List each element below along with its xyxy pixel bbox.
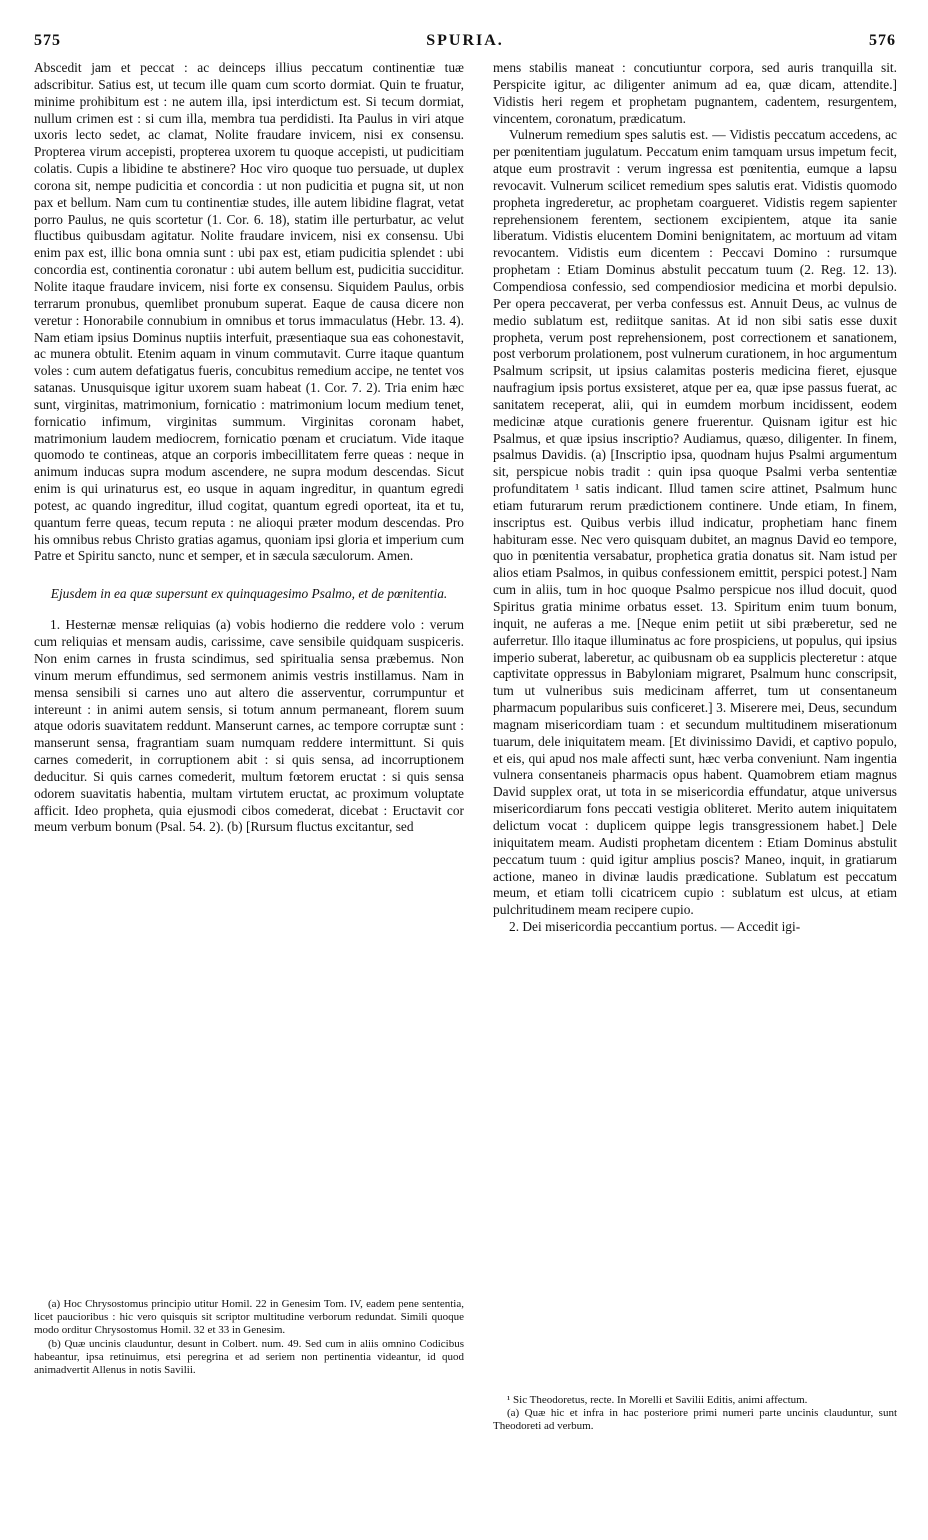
left-column bbox=[34, 60, 464, 836]
left-paragraph-2: 1. Hesternæ mensæ reliquias (a) vobis hodierno die reddere volo : verum cum reliquias et mensam audis, carissime, cave sensibile quidquam suspiceris. Non enim carnes in frusta scindimus, sed spiritualia sensa præbemus. Non vinum merum effundimus, sed sermonem animis vestris instillamus. Nam in mensa sensibili si carnes uno aut altero die asserventur, corrumpuntur et intereunt : in animi autem sensis, si totum annum permaneant, florem suum atque odoris suavitatem reddunt. Manserunt carnes, ac tempore corruptæ sunt : manserunt sensa, fragrantiam suam numquam reddere intermittunt. Si quis carnes comederit, in corruptionem abit : si quis sensa, ad incorruptionem deducitur. Si quis carnes comederit, multum fœtorem eructat : si quis sensa odorem suavitatis habentia, multam virtutem eructat, ac proximum voluptate afficit. Ideo propheta, quia ejusmodi cibos comederat, dicebat : Eructavit cor meum verbum bonum (Psal. 54. 2). (b) [Rursum fluctus excitantur, sed bbox=[34, 617, 464, 835]
right-paragraph-2: Vulnerum remedium spes salutis est. — Vidistis peccatum accedens, ac per pœnitentiam jugulatum. Peccatum enim tamquam ursus impetum fecit, atque eum prostravit : verum ingressa est pœnitentia, eumque a lapsu revocavit. Vulnerum scilicet remedium spes salutis erat. Vidistis quomodo propheta ingrederetur, ac prophetam coargueret. Vidistis regem sapienter reprehensionem ferentem, sectionem excipientem, atque ita sanie liberatum. Vidistis elucentem Domini benignitatem, ac mortuum ad vitam revocantem. Vidistis eum dicentem : Peccavi Domino : rursumque prophetam : Etiam Dominus abstulit peccatum tuum (2. Reg. 12. 13). Compendiosa confessio, sed compendiosior medicina et morbi depulsio. Per opera peccaverat, per verba confessus est. Annuit Deus, ac vulnus de medio sublatum est, rediitque sanitas. At id non sibi satis esse duxit propheta, verum post reprehensionem, post correctionem et sanationem, post verborum prolationem, post vulnerum curationem, in hoc argumentum Psalmum scripsit, ut ipsius calamitas posteris medicina fieret, ejusque naufragium ipsis portus exsisteret, atque per ea, quæ ipse passus fuerat, ac sanitatem receperat, alii, qui in eumdem morbum incidissent, eodem medicinæ atque curationis genere fruerentur. Quisnam igitur est hic Psalmus, et quæ ipsius inscriptio? Audiamus, quæso, diligenter. In finem, psalmus Davidis. (a) [Inscriptio ipsa, quodnam hujus Psalmi argumentum sit, perspicue nobis tradit : quin ipsa quoque Psalmi verba sententiæ profunditatem ¹ satis indicant. Illud tamen scire attinet, Psalmum hunc etiam futurarum rerum prædictionem continere. Unde etiam, In finem, inscriptus est. Quibus verbis illud indicatur, prophetiam hanc finem habituram esse. Nec vero quisquam dubitet, an magnus David eo tempore, quo in pœnitentia versabatur, prophetica gratia donatus sit. Nam istud per alios etiam Psalmos, in quibus confessionem emittit, perspici potest.] Nam cum in aliis, tum in hoc quoque Psalmo perspicue nos illud docuit, quod Spiritus gratia minime orbatus esset. 13. Spiritum enim tuum bonum, inquit, ne auferas a me. [Neque enim petiit ut sibi præberetur, sed ne auferretur. Illo itaque illuminatus ac fore prospiciens, ut populus, qui ipsius imperio suberat, laberetur, ac quibusnam ob ea supplicis plecteretur : atque captivitate oppressus in Babyloniam migraret, Psalmum hunc conscripsit, tum ut vulneribus suis medicinam afferret, tum ut consentaneum pharmacum popularibus suis conficeret.] 3. Miserere mei, Deus, secundum magnam misericordiam tuam : et secundum multitudinem miserationum tuarum, dele iniquitatem meam. [Et divinissimo Davidi, et captivo populo, et eis, qui apud nos male affecti sunt, hæc verba conveniunt. Nam ingentia vulnera consentaneis pharmacis opus habent. Quamobrem etiam magnus David supplex orat, ut tota in se misericordia effundatur, atque universus misericordiarum fons peccati vestigia obliteret. Merito autem iniquitatem delictum vocat : duplicem quippe legis transgressionem habet.] Dele iniquitatem meam. Audisti prophetam dicentem : Etiam Dominus abstulit peccatum tuum : quid igitur amplius poscis? Maneo, inquit, in gratiarum actione, maneo in divinæ laudis prædicatione. Sublatum est peccatum meum, et etiam tolli cicatricem cupio : sublatum est ulcus, at etiam pulchritudinem meam recipere cupio. bbox=[493, 127, 897, 918]
footnote-a-left: (a) Hoc Chrysostomus principio utitur Homil. 22 in Genesim Tom. IV, eadem pene sententia, licet paucioribus : hic vero quisquis sit scriptor multitudine verborum redundat. Simili quoque modo orditur Chrysostomus Homil. 32 et 33 in Genesim. bbox=[34, 1298, 464, 1337]
right-column bbox=[493, 60, 897, 936]
footnote-b-left: (b) Quæ uncinis clauduntur, desunt in Colbert. num. 49. Sed cum in aliis omnino Codicibus habeantur, ipsa retinuimus, etsi peregrina et ad seriem non pertinentia videantur, id quod animadvertit Allenus in notis Savilii. bbox=[34, 1337, 464, 1377]
footnote-1-right: ¹ Sic Theodoretus, recte. In Morelli et Savilii Editis, animi affectum. bbox=[507, 1394, 808, 1406]
page-number-left: 575 bbox=[34, 32, 61, 49]
footnotes-right bbox=[493, 1394, 897, 1434]
running-title: SPURIA. bbox=[426, 32, 504, 49]
footnotes-left bbox=[34, 1298, 464, 1377]
page-number-right: 576 bbox=[869, 32, 896, 49]
section-heading: Ejusdem in ea quæ supersunt ex quinquagesimo Psalmo, et de pœnitentia. bbox=[50, 586, 448, 602]
left-paragraph-1: Abscedit jam et peccat : ac deinceps illius peccatum continentiæ tuæ adscribitur. Satius est, ut tecum ille quam cum scorto dormiat. Quin te fruatur, minime prohibitum est : ne autem illa, ipsi interdictum est. Si tecum dormiat, nullum crimen est : si cum illa, membra tua perdidisti. Ita Paulus in viri atque uxoris lecto sedet, ac clamat, Nolite fraudare invicem, nisi ex consensu. Propterea virum accepisti, propterea uxorem tu quoque accepisti, ut pudicitiam colatis. Cupis a libidine te abstinere? Hoc viro quoque tuo persuade, ut duplex corona sit, nempe pudicitia et concordia : ut non pudicitia et pugna sit, ut non pax et bellum. Nam cum tu continentiæ studes, ille autem libidine flagrat, vetat porro Paulus, ne quis scortetur (1. Cor. 6. 18), statim ille perturbatur, ac velut fluctibus quibusdam agitatur. Nolite fraudare invicem, nisi ex consensu. Ubi enim pax est, illic bona omnia sunt : ubi pax est, etiam pudicitia splendet : ubi concordia est, continentia coronatur : ubi autem bellum est, pudicitia succiditur. Nolite itaque fraudare invicem, nisi forte ex consensu. Siquidem Paulus, orbis terrarum pronubus, quemlibet pronubum superat. Eaque de causa dicere non veretur : Honorabile connubium in omnibus et torus immaculatus (Hebr. 13. 4). Nam etiam ipsius Dominus nuptiis interfuit, præsentiaque sua eas cohonestavit, ac munera obtulit. Etenim aquam in vinum commutavit. Curre itaque quantum voles : cum autem defatigatus fueris, concubitus remedium accipe, ne tentet vos satanas. Unusquisque igitur uxorem suam habeat (1. Cor. 7. 2). Tria enim hæc sunt, virginitas, matrimonium, fornicatio : matrimonium locum medium tenet, fornicatio infimum, virginitas summum. Virginitas coronam habet, matrimonium laudem mediocrem, fornicatio pœnam et cruciatum. Vide itaque quomodo te contineas, atque an corporis imbecillitatem ferre queas : neque in animum inducas supra modum ascendere, ne supra modum descendas. Sicut enim is qui urinaturus est, eo usque in aquam ingreditur, in quantum egredi potest, ac quando ingreditur, illud cogitat, quantum egredi oporteat, ita et tu, quantum ferre queas, tecum reputa : ne alioqui præter modum descendas. Pro his omnibus rebus Christo gratias agamus, quoniam ipsi gloria et imperium cum Patre et Spiritu sancto, nunc et semper, et in sæcula sæculorum. Amen. bbox=[34, 60, 464, 564]
right-paragraph-3: 2. Dei misericordia peccantium portus. — Accedit igi- bbox=[509, 919, 801, 935]
running-header bbox=[34, 32, 896, 54]
footnote-a-right: (a) Quæ hic et infra in hac posteriore primi numeri parte uncinis clauduntur, sunt Theodoreti ad verbum. bbox=[493, 1407, 897, 1433]
right-paragraph-1: mens stabilis maneat : concutiuntur corpora, sed auris tranquilla sit. Perspicite igitur, ac diligenter animum ad ea, quæ dicam, attendite.] Vidistis heri regem et prophetam pugnantem, cadentem, resurgentem, vincentem, coronatum, prædicatum. bbox=[493, 60, 897, 126]
